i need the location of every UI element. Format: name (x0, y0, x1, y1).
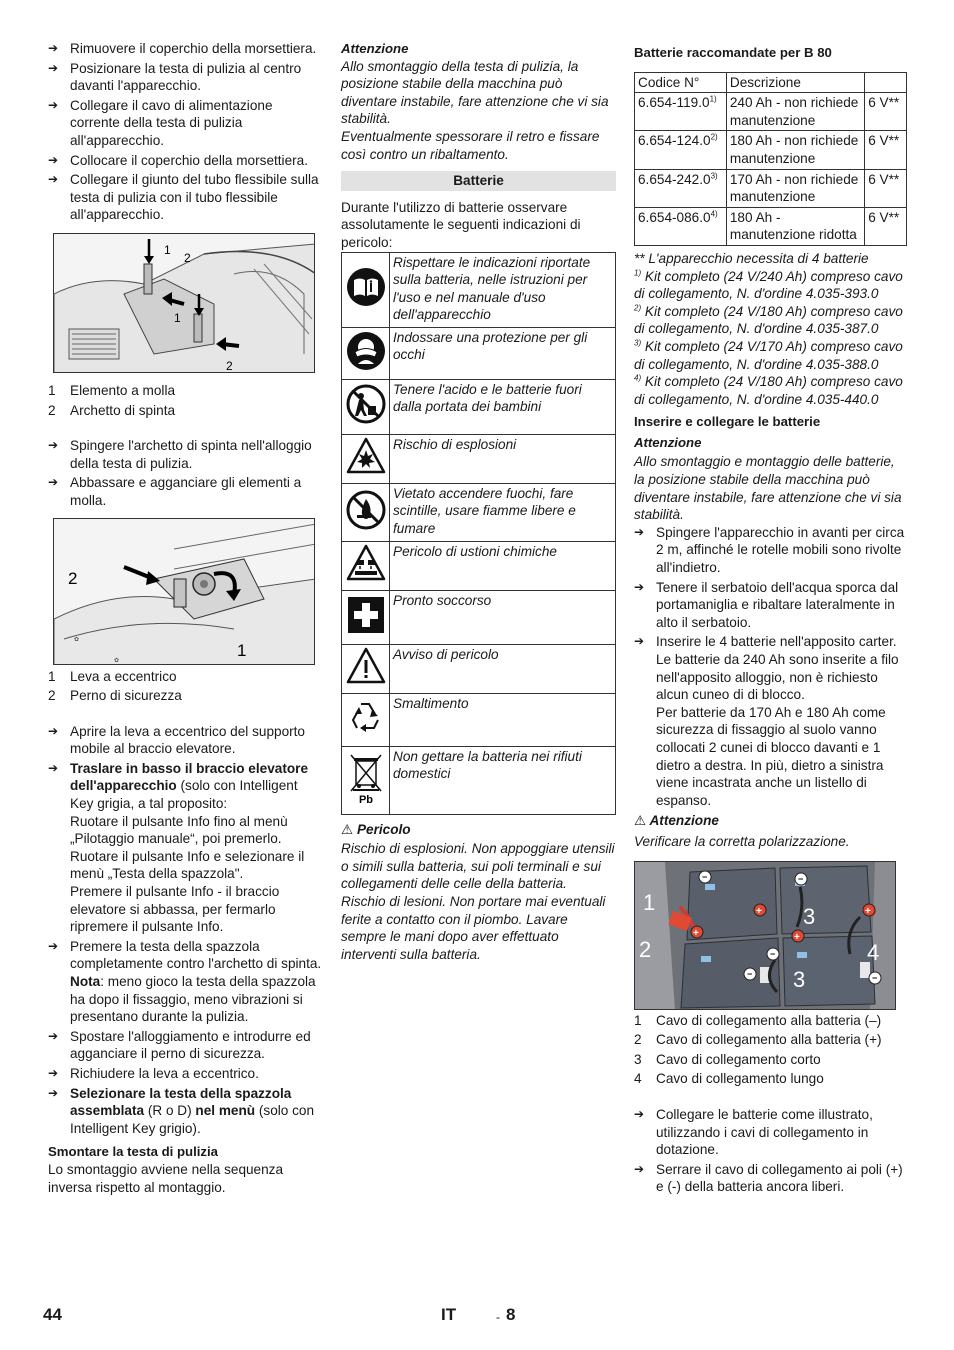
section-heading: Smontare la testa di pulizia (48, 1144, 219, 1160)
hazard-text: Avviso di pericolo (390, 644, 616, 693)
section-page-number: 8 (506, 1305, 516, 1324)
explosion-icon (345, 436, 387, 476)
figure-cam-lever-drawing (54, 519, 315, 665)
svg-text:−: − (872, 972, 878, 983)
legend-item (634, 1031, 909, 1049)
list-item: ➔ Tenere il serbatoio dell'acqua sporca dal portamaniglia e ribaltare lateralmente in alto il serbatoio. (634, 579, 909, 632)
list-item (634, 633, 909, 809)
legend-number: 3 (634, 1051, 642, 1067)
table-row (635, 93, 907, 131)
code: 6.654-086.0 (638, 209, 711, 225)
pb-label: Pb (358, 793, 373, 805)
legend-text: Cavo di collegamento corto (656, 1051, 821, 1067)
section-heading: Batterie raccomandate per B 80 (634, 45, 832, 60)
table-cell: 6 V** (865, 131, 907, 169)
steps-insert-batteries (634, 524, 909, 810)
callout-label: 1 (174, 310, 181, 325)
table-row (635, 169, 907, 207)
footnote (634, 338, 909, 373)
corrosive-icon (345, 543, 387, 583)
table-row (342, 590, 616, 644)
sub-step: Ruotare il pulsante Info e selezionare il menù „Testa della spazzola". (70, 848, 305, 882)
list-item: ➔ Abbassare e agganciare gli elementi a molla. (48, 474, 323, 509)
table-note: ** L'apparecchio necessita di 4 batterie (634, 250, 869, 266)
first-aid-icon (346, 595, 386, 635)
section-heading: Inserire e collegare le batterie (634, 414, 821, 430)
hazard-text: Pronto soccorso (390, 590, 616, 644)
table-cell: 170 Ah - non richiede manutenzione (726, 169, 864, 207)
recycling-icon (345, 696, 387, 738)
list-item: ➔ Aprire la leva a eccentrico del supporto mobile al braccio elevatore. (48, 723, 323, 758)
step-bold-text: nel menù (195, 1103, 256, 1119)
step-bold-text: Selezionare la testa della spazzola assemblata (70, 1085, 292, 1119)
list-item: ➔ Posizionare la testa di pulizia al centro davanti l'apparecchio. (48, 60, 323, 95)
caution-heading-text: Attenzione (649, 813, 719, 829)
footnotes (634, 268, 909, 409)
figure-spring-elements (53, 233, 315, 373)
table-cell: 240 Ah - non richiede manutenzione (726, 93, 864, 131)
caution-heading (634, 812, 909, 830)
svg-text:+: + (794, 931, 800, 943)
note-label: Nota (70, 974, 101, 989)
figure-battery-wiring-drawing (635, 862, 896, 1010)
column-2 (341, 40, 616, 963)
callout-label: 2 (639, 936, 652, 962)
list-item: ➔ Spostare l'alloggiamento e introdurre ed agganciare il perno di sicurezza. (48, 1028, 323, 1063)
table-row (342, 541, 616, 590)
table-header-row (635, 72, 907, 93)
footnote-text: Kit completo (24 V/170 Ah) compreso cavo di collegamento, N. d'ordine 4.035-388.0 (634, 338, 903, 372)
list-item (48, 1085, 323, 1138)
figure-battery-wiring (634, 861, 896, 1010)
no-trash-bin-icon (345, 751, 387, 805)
footnote-ref: 3) (710, 171, 718, 181)
footnote-mark: 1) (634, 268, 642, 277)
manual-icon (345, 266, 387, 308)
callout-label: 1 (164, 242, 171, 257)
figure-legend (48, 668, 323, 705)
column-3 (634, 40, 909, 1198)
table-row (342, 252, 616, 327)
sub-step: Per batterie da 170 Ah e 180 Ah come sicurezza di fissaggio al suolo vanno collocati 2 cunei di blocco davanti e 1 dietro a destra. In più, dietro a sinistra viene incastrata anche un listello di espanso. (656, 704, 886, 808)
sub-step: Le batterie da 240 Ah sono inserite a filo nell'apposito alloggio, non è richiesto alcun cuneo di di blocco. (656, 652, 899, 703)
caution-heading: Attenzione (634, 434, 702, 450)
step-text: Inserire le 4 batterie nell'apposito carter. (656, 634, 897, 650)
table-cell: 6 V** (865, 207, 907, 245)
warning-icon: ⚠ (341, 821, 354, 837)
list-item: ➔ Rimuovere il coperchio della morsettiera. (48, 40, 323, 58)
svg-text:−: − (702, 871, 708, 882)
legend-number: 2 (48, 688, 56, 704)
legend-number: 1 (634, 1012, 642, 1028)
table-cell (635, 131, 727, 169)
legend-item (48, 382, 323, 400)
note-text: : meno gioco la testa della spazzola ha dopo il fissaggio, meno vibrazioni si presentano durante la pulizia. (70, 974, 316, 1025)
caution-text: Verificare la corretta polarizzazione. (634, 833, 850, 849)
hazard-text: Vietato accendere fuochi, fare scintille, usare fiamme libere e fumare (390, 483, 616, 541)
hazard-text: Rispettare le indicazioni riportate sulla batteria, nelle istruzioni per l'uso e nel manuale d'uso dell'apparecchio (390, 252, 616, 327)
table-row (342, 379, 616, 434)
legend-number: 2 (634, 1032, 642, 1048)
legend-number: 2 (48, 402, 56, 418)
table-row (342, 483, 616, 541)
list-item (48, 938, 323, 1026)
sub-step: Ruotare il pulsante Info fino al menù „Pilotaggio manuale“, poi premerlo. (70, 813, 288, 847)
legend-item (48, 668, 323, 686)
legend-text: Cavo di collegamento alla batteria (–) (656, 1012, 882, 1028)
table-cell (635, 207, 727, 245)
svg-text:+: + (865, 905, 871, 917)
footnote-ref: 2) (710, 132, 718, 142)
no-fire-icon (345, 489, 387, 531)
footnote-mark: 3) (634, 338, 642, 348)
svg-text:−: − (770, 948, 776, 959)
table-cell: 6 V** (865, 93, 907, 131)
callout-label: 2 (68, 568, 78, 588)
table-header: Descrizione (726, 72, 864, 93)
callout-label: 3 (793, 966, 806, 992)
danger-heading-text: Pericolo (356, 821, 411, 837)
callout-label: 4 (867, 939, 880, 965)
footnote-ref: 4) (710, 209, 718, 219)
legend-item (48, 687, 323, 705)
table-row (342, 327, 616, 379)
svg-text:+: + (756, 905, 762, 917)
figure-spring-elements-drawing (54, 234, 315, 373)
callout-label: 1 (237, 640, 247, 660)
caution-text: Allo smontaggio e montaggio delle batterie, la posizione stabile della macchina può diventare instabile, fare attenzione che vi sia stabilità. (634, 454, 902, 523)
legend-number: 1 (48, 382, 56, 398)
footnote-ref: 1) (709, 94, 717, 104)
figure-cam-lever (53, 518, 315, 665)
list-item: ➔ Spingere l'apparecchio in avanti per circa 2 m, affinché le rotelle mobili sono rivolte all'indietro. (634, 524, 909, 577)
footnote-text: Kit completo (24 V/180 Ah) compreso cavo di collegamento, N. d'ordine 4.035-387.0 (634, 303, 903, 337)
steps-brush-head (48, 723, 323, 1138)
danger-text: Rischio di lesioni. Non portare mai eventuali ferite a contatto con il piombo. Lavare sempre le mani dopo aver effettuato interventi sulla batteria. (341, 893, 606, 962)
hazard-text: Pericolo di ustioni chimiche (390, 541, 616, 590)
step-text: (R o D) (144, 1103, 196, 1119)
danger-text: Rischio di esplosioni. Non appoggiare utensili o simili sulla batteria, sui poli terminali e sui collegamenti delle celle della batteria. (341, 841, 615, 892)
legend-item (634, 1012, 909, 1030)
step-bold-text: Traslare in basso il braccio elevatore dell'apparecchio (70, 760, 309, 794)
table-cell: 180 Ah - manutenzione ridotta (726, 207, 864, 245)
list-item (48, 760, 323, 936)
note (70, 973, 323, 1026)
list-item: ➔ Serrare il cavo di collegamento ai poli (+) e (-) della batteria ancora liberi. (634, 1161, 909, 1196)
table-header: Codice N° (635, 72, 727, 93)
legend-text: Cavo di collegamento alla batteria (+) (656, 1032, 882, 1048)
language-code: IT (441, 1305, 457, 1324)
warning-icon (345, 646, 387, 686)
hazard-text: Smaltimento (390, 693, 616, 746)
page-number: 44 (43, 1305, 62, 1324)
warning-icon: ⚠ (634, 813, 647, 829)
table-cell: 180 Ah - non richiede manutenzione (726, 131, 864, 169)
step-text: Premere la testa della spazzola completamente contro l'archetto di spinta. (70, 938, 322, 972)
list-item: ➔ Spingere l'archetto di spinta nell'alloggio della testa di pulizia. (48, 437, 323, 472)
code: 6.654-124.0 (638, 133, 711, 149)
table-row (342, 693, 616, 746)
table-row (635, 207, 907, 245)
legend-number: 4 (634, 1071, 642, 1087)
danger-heading (341, 821, 616, 839)
legend-number: 1 (48, 668, 56, 684)
figure-legend (634, 1012, 909, 1088)
footnote (634, 268, 909, 303)
code: 6.654-119.0 (638, 95, 710, 111)
hazard-text: Rischio di esplosioni (390, 434, 616, 483)
step-text: (solo con Intelligent Key grigio). (70, 1103, 315, 1136)
footnote (634, 303, 909, 338)
paragraph: Lo smontaggio avviene nella sequenza inversa rispetto al montaggio. (48, 1161, 284, 1195)
hazard-table (341, 252, 616, 815)
caution-heading: Attenzione (341, 41, 409, 56)
table-row (342, 644, 616, 693)
legend-item (48, 402, 323, 420)
table-row (342, 746, 616, 814)
keep-children-away-icon (345, 383, 387, 425)
svg-text:+: + (693, 927, 699, 939)
footer-separator: - (496, 1310, 500, 1324)
table-cell (635, 169, 727, 207)
table-cell (635, 93, 727, 131)
legend-item (634, 1051, 909, 1069)
callout-label: 2 (226, 358, 233, 373)
hazard-text: Indossare una protezione per gli occhi (390, 327, 616, 379)
code: 6.654-242.0 (638, 171, 711, 187)
legend-text: Archetto di spinta (70, 402, 176, 418)
callout-label: 2 (184, 250, 191, 265)
svg-text:−: − (798, 873, 804, 884)
legend-item (634, 1070, 909, 1088)
footnote-mark: 2) (634, 303, 642, 313)
svg-text:✿: ✿ (74, 636, 80, 643)
table-row (635, 131, 907, 169)
svg-text:−: − (747, 968, 753, 979)
table-row (342, 434, 616, 483)
hazard-text: Non gettare la batteria nei rifiuti domestici (390, 746, 616, 814)
legend-text: Leva a eccentrico (70, 668, 177, 684)
sub-step: Premere il pulsante Info - il braccio elevatore si abbassa, per fermarlo ripremere il pulsante Info. (70, 884, 280, 935)
eye-protection-icon (345, 330, 387, 372)
callout-label: 3 (803, 903, 816, 929)
hazard-text: Tenere l'acido e le batterie fuori dalla portata dei bambini (390, 379, 616, 434)
legend-text: Elemento a molla (70, 382, 176, 398)
list-item: ➔ Collocare il coperchio della morsettiera. (48, 152, 323, 170)
battery-table (634, 72, 907, 246)
figure-legend (48, 382, 323, 419)
steps-connect-batteries (634, 1106, 909, 1196)
step-text: (solo con Intelligent Key grigia, a tal proposito: (70, 778, 298, 812)
svg-text:✿: ✿ (114, 657, 120, 664)
list-item: ➔ Richiudere la leva a eccentrico. (48, 1065, 323, 1083)
paragraph: Durante l'utilizzo di batterie osservare assolutamente le seguenti indicazioni di pericolo: (341, 199, 581, 250)
list-item: ➔ Collegare il giunto del tubo flessibile sulla testa di pulizia con il tubo flessibile all'apparecchio. (48, 171, 323, 224)
caution-text: Allo smontaggio della testa di pulizia, la posizione stabile della macchina può diventare instabile, fare attenzione che vi sia stabilità. (341, 58, 609, 127)
callout-label: 1 (643, 889, 656, 915)
footnote-text: Kit completo (24 V/240 Ah) compreso cavo di collegamento, N. d'ordine 4.035-393.0 (634, 268, 903, 302)
caution-text: Eventualmente spessorare il retro e fissare così contro un ribaltamento. (341, 128, 600, 162)
list-item: ➔ Collegare il cavo di alimentazione corrente della testa di pulizia all'apparecchio. (48, 97, 323, 150)
section-bar-batterie: Batterie (341, 171, 616, 191)
steps-push-bracket (48, 437, 323, 509)
table-cell: 6 V** (865, 169, 907, 207)
table-header (865, 72, 907, 93)
footnote (634, 373, 909, 408)
list-item: ➔ Collegare le batterie come illustrato, utilizzando i cavi di collegamento in dotazione. (634, 1106, 909, 1159)
footnote-mark: 4) (634, 373, 642, 383)
steps-assembly (48, 40, 323, 224)
footnote-text: Kit completo (24 V/180 Ah) compreso cavo di collegamento, N. d'ordine 4.035-440.0 (634, 374, 903, 407)
column-1 (48, 40, 323, 1196)
legend-text: Perno di sicurezza (70, 688, 182, 704)
legend-text: Cavo di collegamento lungo (656, 1071, 824, 1087)
